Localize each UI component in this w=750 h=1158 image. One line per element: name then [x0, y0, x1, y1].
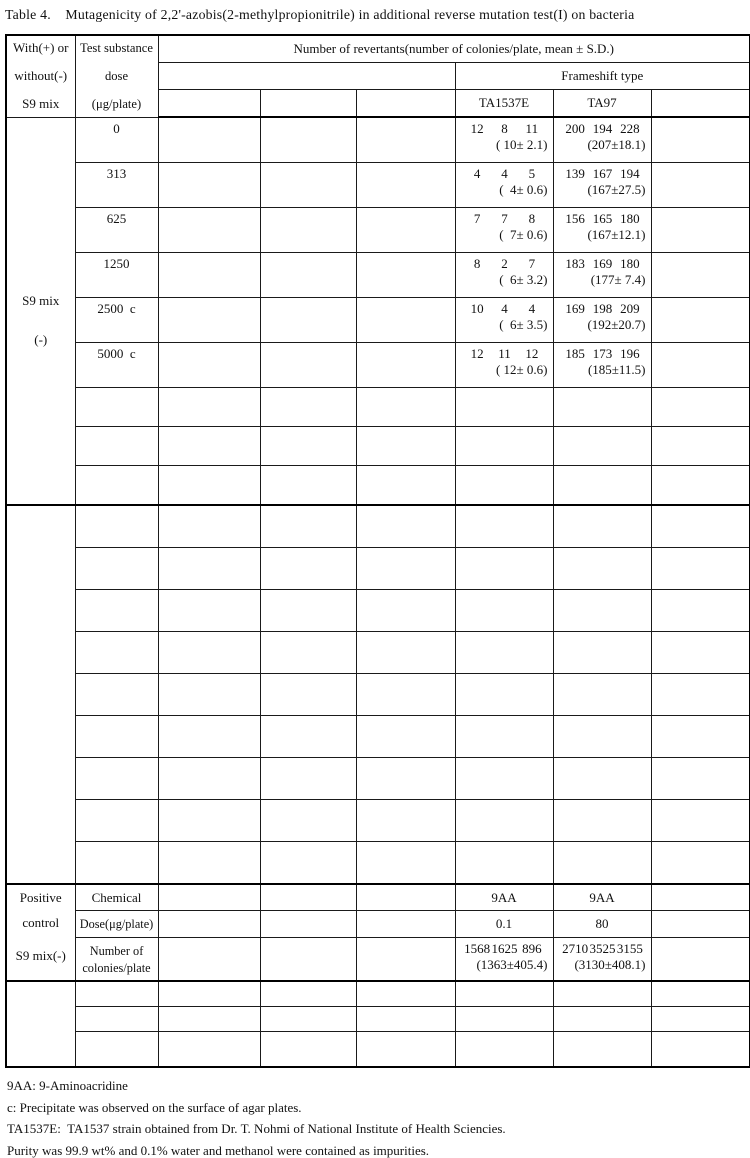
empty-cell — [553, 388, 651, 427]
empty-cell — [651, 343, 750, 388]
dose-cell: 1250 — [75, 253, 158, 298]
mean-sd: ( 7± 0.6) — [499, 227, 548, 242]
header-frameshift: Frameshift type — [455, 63, 750, 90]
header-s9-line3: S9 mix — [22, 96, 60, 112]
dose-cell: 5000 c — [75, 343, 158, 388]
empty-cell — [651, 884, 750, 911]
empty-cell — [651, 163, 750, 208]
empty-cell — [651, 117, 750, 163]
empty-cell — [158, 90, 260, 118]
empty-cell — [455, 1032, 553, 1068]
empty-cell — [158, 388, 260, 427]
empty-cell — [651, 981, 750, 1007]
table-row — [6, 298, 750, 343]
empty-cell — [6, 981, 75, 1067]
empty-cell — [553, 590, 651, 632]
mean-sd: (185±11.5) — [587, 362, 646, 377]
empty-cell — [651, 1032, 750, 1068]
ta97-result-cell — [553, 208, 651, 253]
empty-cell — [158, 548, 260, 590]
empty-cell — [6, 505, 75, 884]
empty-cell — [356, 800, 455, 842]
empty-cell — [651, 548, 750, 590]
empty-cell — [455, 632, 553, 674]
mean-sd: (207±18.1) — [587, 137, 646, 152]
empty-cell — [356, 632, 455, 674]
empty-cell — [158, 981, 260, 1007]
empty-cell — [553, 632, 651, 674]
empty-cell — [553, 758, 651, 800]
header-s9-col-lines — [7, 36, 75, 116]
plate-counts: 12 11 12 — [470, 346, 539, 361]
header-strain-ta97: TA97 — [553, 90, 651, 118]
empty-cell — [455, 674, 553, 716]
empty-cell — [75, 590, 158, 632]
empty-cell — [356, 590, 455, 632]
empty-cell — [260, 981, 356, 1007]
empty-cell — [553, 505, 651, 548]
dose-cell: 2500 c — [75, 298, 158, 343]
footnotes — [7, 1078, 747, 1158]
table-row — [6, 674, 750, 716]
empty-cell — [356, 674, 455, 716]
plate-counts: 139 167 194 — [565, 166, 640, 181]
empty-cell — [356, 884, 455, 911]
empty-cell — [553, 716, 651, 758]
ta1537e-result-cell — [455, 253, 553, 298]
empty-cell — [356, 90, 455, 118]
empty-cell — [158, 1007, 260, 1032]
dose-label-cell: Dose(μg/plate) — [75, 911, 158, 938]
empty-cell — [75, 427, 158, 466]
header-dose-line2: dose — [104, 69, 129, 84]
empty-cell — [260, 911, 356, 938]
table-row — [6, 590, 750, 632]
empty-cell — [356, 466, 455, 506]
empty-cell — [553, 1032, 651, 1068]
empty-cell — [651, 208, 750, 253]
table-row — [6, 981, 750, 1007]
colonies-label-cell: Number of colonies/plate — [75, 938, 158, 982]
empty-cell — [158, 938, 260, 982]
empty-cell — [260, 632, 356, 674]
empty-cell — [356, 253, 455, 298]
empty-cell — [260, 674, 356, 716]
mean-sd: (192±20.7) — [587, 317, 646, 332]
s9-mix-minus-label — [7, 281, 75, 359]
footnote-9aa: 9AA: 9-Aminoacridine — [7, 1078, 128, 1093]
empty-cell — [651, 842, 750, 885]
empty-cell — [651, 388, 750, 427]
empty-cell — [260, 800, 356, 842]
positive-control-row-dose — [6, 911, 750, 938]
empty-cell — [260, 427, 356, 466]
empty-cell — [356, 163, 455, 208]
empty-cell — [356, 298, 455, 343]
empty-cell — [356, 505, 455, 548]
header-dose-col — [75, 35, 158, 117]
empty-cell — [651, 911, 750, 938]
empty-cell — [260, 298, 356, 343]
ta97-result-cell — [553, 938, 651, 982]
empty-cell — [75, 632, 158, 674]
empty-cell — [260, 90, 356, 118]
ta97-result-cell — [553, 163, 651, 208]
table-row — [6, 716, 750, 758]
empty-cell — [260, 590, 356, 632]
empty-cell — [455, 800, 553, 842]
table-row — [6, 632, 750, 674]
positive-control-label: Positive control S9 mix(-) — [15, 890, 66, 963]
empty-cell — [158, 505, 260, 548]
mean-sd: (167±12.1) — [587, 227, 646, 242]
mean-sd: (177± 7.4) — [590, 272, 646, 287]
empty-cell — [553, 800, 651, 842]
empty-cell — [158, 590, 260, 632]
ta97-result-cell — [553, 343, 651, 388]
empty-cell — [356, 938, 455, 982]
plate-counts: 183 169 180 — [565, 256, 640, 271]
empty-cell — [75, 981, 158, 1007]
footnote-ta1537e: TA1537E: TA1537 strain obtained from Dr. T. Nohmi of National Institute of Health Sciencies. — [7, 1121, 506, 1136]
dose-ta1537e-cell: 0.1 — [455, 911, 553, 938]
ta1537e-result-cell — [455, 163, 553, 208]
header-dose-col-lines — [76, 36, 158, 116]
empty-cell — [260, 548, 356, 590]
header-s9-col — [6, 35, 75, 117]
ta1537e-result-cell — [455, 117, 553, 163]
empty-cell — [553, 674, 651, 716]
empty-cell — [356, 1032, 455, 1068]
plate-counts: 2710 3525 3155 — [562, 941, 643, 956]
empty-cell — [455, 388, 553, 427]
mutagenicity-table — [5, 34, 750, 1068]
s9-mix-text: S9 mix — [22, 292, 60, 308]
empty-cell — [260, 758, 356, 800]
empty-cell — [260, 938, 356, 982]
ta1537e-result-cell — [455, 938, 553, 982]
empty-cell — [260, 163, 356, 208]
empty-cell — [75, 388, 158, 427]
empty-cell — [356, 343, 455, 388]
positive-control-row-chemical — [6, 884, 750, 911]
table-row — [6, 1032, 750, 1068]
table-row — [6, 388, 750, 427]
ta1537e-result-cell — [455, 343, 553, 388]
table-row — [6, 758, 750, 800]
table-row — [6, 1007, 750, 1032]
empty-cell — [553, 1007, 651, 1032]
plate-counts: 8 2 7 — [473, 256, 536, 271]
header-revertants: Number of revertants(number of colonies/plate, mean ± S.D.) — [158, 35, 750, 63]
footnote-precipitate: c: Precipitate was observed on the surface of agar plates. — [7, 1099, 302, 1115]
table-row — [6, 800, 750, 842]
empty-cell — [75, 716, 158, 758]
empty-cell — [158, 208, 260, 253]
empty-cell — [158, 800, 260, 842]
empty-cell — [651, 505, 750, 548]
empty-cell — [651, 427, 750, 466]
empty-cell — [553, 842, 651, 885]
empty-cell — [455, 716, 553, 758]
empty-cell — [455, 842, 553, 885]
ta1537e-result-cell — [455, 208, 553, 253]
empty-cell — [356, 716, 455, 758]
dose-ta97-cell: 80 — [553, 911, 651, 938]
empty-cell — [158, 884, 260, 911]
empty-cell — [75, 1007, 158, 1032]
empty-cell — [455, 505, 553, 548]
empty-cell — [260, 208, 356, 253]
table-row — [6, 505, 750, 548]
empty-cell — [356, 981, 455, 1007]
empty-cell — [553, 427, 651, 466]
s9-minus-text: (-) — [34, 331, 48, 347]
plate-counts: 200 194 228 — [565, 121, 640, 136]
empty-cell — [75, 674, 158, 716]
header-s9-line1: With(+) or — [12, 40, 69, 56]
empty-cell — [158, 674, 260, 716]
header-dose-line3: (μg/plate) — [91, 97, 142, 112]
plate-counts: 10 4 4 — [470, 301, 536, 316]
empty-cell — [260, 388, 356, 427]
empty-cell — [356, 117, 455, 163]
chemical-label-cell: Chemical — [75, 884, 158, 911]
plate-counts: 12 8 11 — [470, 121, 539, 136]
empty-cell — [651, 90, 750, 118]
empty-cell — [260, 1032, 356, 1068]
mean-sd: ( 12± 0.6) — [495, 362, 548, 377]
mean-sd: (3130±408.1) — [574, 957, 646, 972]
plate-counts: 169 198 209 — [565, 301, 640, 316]
empty-cell — [158, 343, 260, 388]
chemical-ta97-cell: 9AA — [553, 884, 651, 911]
ta97-result-cell — [553, 117, 651, 163]
dose-cell: 313 — [75, 163, 158, 208]
empty-cell — [651, 1007, 750, 1032]
empty-cell — [553, 981, 651, 1007]
header-strain-ta1537e: TA1537E — [455, 90, 553, 118]
empty-cell — [356, 911, 455, 938]
empty-cell — [455, 466, 553, 506]
empty-cell — [553, 548, 651, 590]
empty-cell — [260, 505, 356, 548]
mean-sd: ( 10± 2.1) — [495, 137, 548, 152]
empty-cell — [651, 466, 750, 506]
ta1537e-result-cell — [455, 298, 553, 343]
empty-cell — [158, 253, 260, 298]
empty-cell — [75, 800, 158, 842]
empty-cell — [651, 674, 750, 716]
empty-cell — [158, 466, 260, 506]
dose-cell: 625 — [75, 208, 158, 253]
plate-counts: 4 4 5 — [473, 166, 536, 181]
empty-cell — [356, 208, 455, 253]
empty-cell — [260, 1007, 356, 1032]
empty-cell — [651, 298, 750, 343]
empty-cell — [260, 466, 356, 506]
empty-cell — [356, 842, 455, 885]
empty-cell — [75, 466, 158, 506]
ta97-result-cell — [553, 253, 651, 298]
header-row-1 — [6, 35, 750, 63]
empty-cell — [356, 1007, 455, 1032]
empty-cell — [455, 548, 553, 590]
footnote-purity: Purity was 99.9 wt% and 0.1% water and methanol were contained as impurities. — [7, 1142, 430, 1158]
empty-cell — [158, 632, 260, 674]
mean-sd: (1363±405.4) — [476, 957, 548, 972]
empty-cell — [356, 427, 455, 466]
positive-control-row-colonies — [6, 938, 750, 982]
table-row — [6, 117, 750, 163]
empty-cell — [158, 298, 260, 343]
empty-cell — [651, 800, 750, 842]
plate-counts: 185 173 196 — [565, 346, 640, 361]
dose-cell: 0 — [75, 117, 158, 163]
plate-counts: 7 7 8 — [473, 211, 536, 226]
plate-counts: 1568 1625 896 — [464, 941, 542, 956]
plate-counts: 156 165 180 — [565, 211, 640, 226]
empty-cell — [158, 716, 260, 758]
mean-sd: (167±27.5) — [587, 182, 646, 197]
table-row — [6, 466, 750, 506]
mean-sd: ( 6± 3.5) — [499, 317, 548, 332]
empty-cell — [158, 758, 260, 800]
chemical-ta1537e-cell: 9AA — [455, 884, 553, 911]
empty-cell — [158, 117, 260, 163]
empty-cell — [553, 466, 651, 506]
empty-cell — [260, 884, 356, 911]
empty-cell — [651, 938, 750, 982]
empty-cell — [356, 388, 455, 427]
empty-cell — [455, 590, 553, 632]
empty-cell — [260, 117, 356, 163]
ta97-result-cell — [553, 298, 651, 343]
empty-cell — [260, 716, 356, 758]
empty-cell — [75, 842, 158, 885]
mean-sd: ( 6± 3.2) — [499, 272, 548, 287]
empty-cell — [651, 716, 750, 758]
empty-cell — [75, 505, 158, 548]
empty-cell — [356, 548, 455, 590]
empty-cell — [455, 981, 553, 1007]
table-row — [6, 253, 750, 298]
empty-cell — [651, 253, 750, 298]
table-row — [6, 548, 750, 590]
empty-cell — [455, 427, 553, 466]
table-row — [6, 163, 750, 208]
empty-cell — [158, 842, 260, 885]
empty-cell — [158, 427, 260, 466]
empty-cell — [75, 758, 158, 800]
table-row — [6, 208, 750, 253]
empty-cell — [651, 758, 750, 800]
empty-cell — [75, 548, 158, 590]
positive-control-label-cell — [6, 884, 75, 981]
table-row — [6, 427, 750, 466]
empty-cell — [158, 911, 260, 938]
empty-cell — [651, 590, 750, 632]
s9-mix-minus-label-cell — [6, 117, 75, 505]
table-row — [6, 842, 750, 885]
mean-sd: ( 4± 0.6) — [499, 182, 548, 197]
empty-cell — [158, 163, 260, 208]
empty-cell — [75, 1032, 158, 1068]
empty-cell — [158, 63, 455, 90]
empty-cell — [455, 1007, 553, 1032]
empty-cell — [260, 253, 356, 298]
table-row — [6, 343, 750, 388]
empty-cell — [651, 632, 750, 674]
empty-cell — [158, 1032, 260, 1068]
empty-cell — [356, 758, 455, 800]
header-dose-line1: Test substance — [80, 41, 153, 56]
empty-cell — [260, 343, 356, 388]
table-title: Table 4. Mutagenicity of 2,2'-azobis(2-methylpropionitrile) in additional reverse mutation test(I) on bacteria — [5, 7, 635, 22]
header-s9-line2: without(-) — [14, 68, 68, 84]
empty-cell — [260, 842, 356, 885]
empty-cell — [455, 758, 553, 800]
